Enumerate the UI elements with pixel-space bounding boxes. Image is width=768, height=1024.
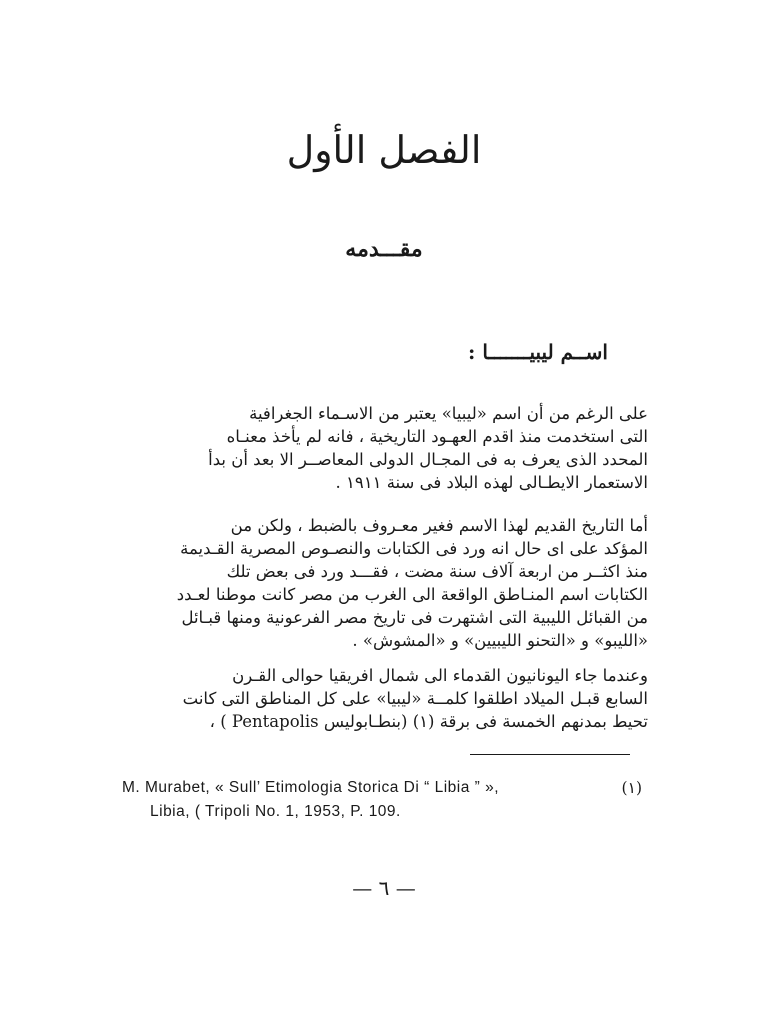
text-line: من القبائل الليبية التى اشتهرت فى تاريخ مصر الفرعونية ومنها قبـائل — [181, 608, 648, 627]
footnote-marker: (١) — [621, 779, 642, 797]
chapter-title: الفصل الأول — [286, 128, 482, 172]
text-line: تحيط بمدنهم الخمسة فى برقة (١) (بنطـابوليس Pentapolis ) ، — [209, 712, 648, 731]
footnote-line-1 — [122, 776, 642, 800]
footnote-citation: M. Murabet, « Sull’ Etimologia Storica Di “ Libia ” », — [122, 779, 500, 796]
footnote — [122, 776, 642, 824]
text-line: الكتابات اسم المنـاطق الواقعة الى الغرب من مصر كانت موطنا لعـدد — [176, 585, 648, 604]
text-line: التى استخدمت منذ اقدم العهـود التاريخية ، فانه لم يأخذ معنـاه — [226, 427, 648, 446]
text-line: المحدد الذى يعرف به فى المجـال الدولى المعاصــر الا بعد أن بدأ — [208, 450, 648, 469]
paragraph-3 — [104, 664, 648, 733]
text-line: الاستعمار الايطـالى لهذه البلاد فى سنة ١٩١١ . — [335, 473, 648, 492]
text-line: أما التاريخ القديم لهذا الاسم فغير معـروف بالضبط ، ولكن من — [230, 516, 648, 535]
paragraph-2 — [104, 514, 648, 652]
page-number: — ٦ — — [352, 876, 416, 900]
text-line: على الرغم من أن اسم «ليبيا» يعتبر من الاسـماء الجغرافية — [249, 404, 648, 423]
paragraph-1 — [104, 402, 648, 494]
intro-heading: مقـــدمه — [345, 236, 423, 262]
text-line: وعندما جاء اليونانيون القدماء الى شمال افريقيا حوالى القـرن — [232, 666, 648, 685]
footnote-divider — [470, 754, 630, 755]
section-heading: اســم ليبيـــــــا : — [468, 340, 608, 364]
footnote-line-2: Libia, ( Tripoli No. 1, 1953, P. 109. — [150, 803, 401, 820]
text-line: منذ اكثــر من اربعة آلاف سنة مضت ، فقـــد ورد فى بعض تلك — [226, 562, 648, 581]
text-line: السابع قبـل الميلاد اطلقوا كلمــة «ليبيا» على كل المناطق التى كانت — [182, 689, 648, 708]
text-line: «الليبو» و «التحنو الليبيين» و «المشوش» . — [352, 631, 648, 650]
text-line: المؤكد على اى حال انه ورد فى الكتابات والنصـوص المصرية القـديمة — [180, 539, 648, 558]
